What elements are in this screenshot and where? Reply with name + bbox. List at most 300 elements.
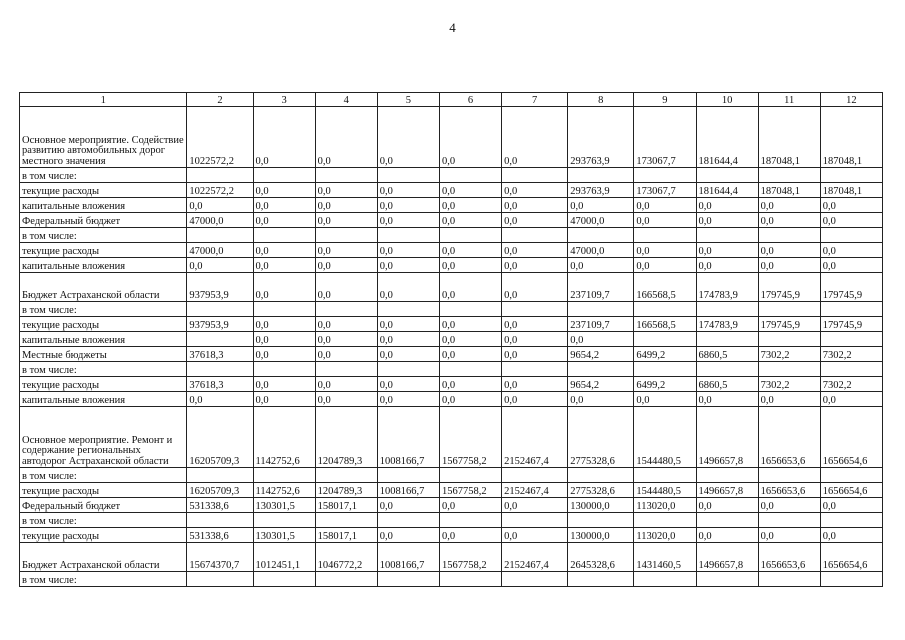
value-cell: 0,0 bbox=[439, 107, 501, 168]
value-cell: 2152467,4 bbox=[502, 543, 568, 572]
column-header: 7 bbox=[502, 93, 568, 107]
value-cell bbox=[439, 468, 501, 483]
value-cell bbox=[253, 362, 315, 377]
row-label: в том числе: bbox=[20, 468, 187, 483]
value-cell bbox=[568, 168, 634, 183]
value-cell bbox=[377, 362, 439, 377]
column-header: 12 bbox=[820, 93, 882, 107]
value-cell: 7302,2 bbox=[758, 347, 820, 362]
value-cell: 0,0 bbox=[187, 258, 253, 273]
value-cell: 187048,1 bbox=[758, 183, 820, 198]
value-cell: 7302,2 bbox=[820, 377, 882, 392]
value-cell: 0,0 bbox=[377, 258, 439, 273]
row-label: текущие расходы bbox=[20, 243, 187, 258]
value-cell bbox=[568, 228, 634, 243]
column-header: 1 bbox=[20, 93, 187, 107]
table-row bbox=[20, 228, 883, 243]
value-cell: 0,0 bbox=[377, 498, 439, 513]
value-cell bbox=[696, 332, 758, 347]
row-label: капитальные вложения bbox=[20, 198, 187, 213]
value-cell: 0,0 bbox=[253, 198, 315, 213]
value-cell: 1204789,3 bbox=[315, 483, 377, 498]
value-cell: 0,0 bbox=[758, 258, 820, 273]
value-cell: 0,0 bbox=[696, 258, 758, 273]
value-cell: 0,0 bbox=[377, 332, 439, 347]
value-cell: 0,0 bbox=[634, 392, 696, 407]
row-label: текущие расходы bbox=[20, 483, 187, 498]
value-cell: 1022572,2 bbox=[187, 107, 253, 168]
value-cell: 1567758,2 bbox=[439, 543, 501, 572]
budget-table bbox=[19, 92, 883, 587]
value-cell: 16205709,3 bbox=[187, 407, 253, 468]
value-cell: 187048,1 bbox=[820, 183, 882, 198]
value-cell: 1544480,5 bbox=[634, 407, 696, 468]
table-row bbox=[20, 273, 883, 302]
value-cell bbox=[502, 513, 568, 528]
value-cell bbox=[634, 362, 696, 377]
value-cell: 0,0 bbox=[377, 377, 439, 392]
value-cell bbox=[253, 168, 315, 183]
value-cell: 1496657,8 bbox=[696, 483, 758, 498]
table-row bbox=[20, 198, 883, 213]
value-cell: 0,0 bbox=[439, 213, 501, 228]
table-row bbox=[20, 243, 883, 258]
value-cell: 0,0 bbox=[439, 377, 501, 392]
table-row bbox=[20, 183, 883, 198]
value-cell bbox=[315, 228, 377, 243]
value-cell: 0,0 bbox=[253, 258, 315, 273]
value-cell: 0,0 bbox=[502, 213, 568, 228]
value-cell bbox=[568, 572, 634, 587]
value-cell bbox=[696, 362, 758, 377]
value-cell: 187048,1 bbox=[758, 107, 820, 168]
value-cell: 1022572,2 bbox=[187, 183, 253, 198]
value-cell: 0,0 bbox=[502, 243, 568, 258]
value-cell bbox=[634, 228, 696, 243]
value-cell: 0,0 bbox=[315, 273, 377, 302]
value-cell: 0,0 bbox=[377, 347, 439, 362]
value-cell: 0,0 bbox=[634, 243, 696, 258]
value-cell bbox=[377, 468, 439, 483]
value-cell: 0,0 bbox=[253, 332, 315, 347]
value-cell: 0,0 bbox=[820, 213, 882, 228]
value-cell: 6860,5 bbox=[696, 347, 758, 362]
row-label: в том числе: bbox=[20, 362, 187, 377]
value-cell bbox=[187, 168, 253, 183]
value-cell: 0,0 bbox=[568, 332, 634, 347]
value-cell: 1204789,3 bbox=[315, 407, 377, 468]
value-cell: 37618,3 bbox=[187, 377, 253, 392]
value-cell bbox=[696, 468, 758, 483]
row-label: в том числе: bbox=[20, 302, 187, 317]
value-cell: 0,0 bbox=[377, 107, 439, 168]
value-cell: 0,0 bbox=[502, 377, 568, 392]
value-cell: 181644,4 bbox=[696, 183, 758, 198]
value-cell: 0,0 bbox=[439, 392, 501, 407]
value-cell bbox=[315, 362, 377, 377]
value-cell bbox=[634, 513, 696, 528]
value-cell bbox=[758, 228, 820, 243]
column-header: 10 bbox=[696, 93, 758, 107]
column-header: 2 bbox=[187, 93, 253, 107]
value-cell bbox=[758, 572, 820, 587]
row-label: текущие расходы bbox=[20, 528, 187, 543]
value-cell bbox=[820, 513, 882, 528]
value-cell bbox=[253, 513, 315, 528]
value-cell: 0,0 bbox=[253, 377, 315, 392]
value-cell bbox=[634, 332, 696, 347]
table-row bbox=[20, 168, 883, 183]
value-cell: 0,0 bbox=[187, 392, 253, 407]
value-cell: 0,0 bbox=[315, 243, 377, 258]
value-cell bbox=[634, 572, 696, 587]
value-cell bbox=[187, 228, 253, 243]
value-cell: 0,0 bbox=[696, 198, 758, 213]
value-cell: 47000,0 bbox=[187, 213, 253, 228]
value-cell: 0,0 bbox=[634, 213, 696, 228]
value-cell bbox=[502, 168, 568, 183]
value-cell: 179745,9 bbox=[820, 273, 882, 302]
value-cell: 0,0 bbox=[315, 183, 377, 198]
value-cell bbox=[377, 228, 439, 243]
value-cell: 0,0 bbox=[377, 183, 439, 198]
value-cell: 6499,2 bbox=[634, 347, 696, 362]
value-cell: 0,0 bbox=[696, 243, 758, 258]
value-cell: 47000,0 bbox=[187, 243, 253, 258]
value-cell: 1656654,6 bbox=[820, 407, 882, 468]
value-cell bbox=[634, 168, 696, 183]
value-cell bbox=[696, 513, 758, 528]
value-cell: 1431460,5 bbox=[634, 543, 696, 572]
value-cell: 0,0 bbox=[439, 347, 501, 362]
value-cell: 0,0 bbox=[439, 332, 501, 347]
value-cell: 237109,7 bbox=[568, 273, 634, 302]
value-cell: 0,0 bbox=[377, 392, 439, 407]
row-label: Основное мероприятие. Ремонт и содержание региональных автодорог Астраханской области bbox=[20, 407, 187, 468]
value-cell: 130301,5 bbox=[253, 528, 315, 543]
table-body bbox=[20, 107, 883, 587]
value-cell: 0,0 bbox=[502, 392, 568, 407]
value-cell: 0,0 bbox=[820, 258, 882, 273]
value-cell: 0,0 bbox=[568, 198, 634, 213]
value-cell: 1142752,6 bbox=[253, 407, 315, 468]
value-cell: 1656654,6 bbox=[820, 543, 882, 572]
value-cell bbox=[758, 468, 820, 483]
value-cell: 2152467,4 bbox=[502, 483, 568, 498]
value-cell: 1656654,6 bbox=[820, 483, 882, 498]
value-cell bbox=[820, 468, 882, 483]
page-number: 4 bbox=[449, 20, 456, 35]
value-cell bbox=[253, 228, 315, 243]
table-row bbox=[20, 543, 883, 572]
value-cell bbox=[568, 468, 634, 483]
table-row bbox=[20, 468, 883, 483]
column-header: 4 bbox=[315, 93, 377, 107]
value-cell bbox=[187, 513, 253, 528]
value-cell: 0,0 bbox=[502, 317, 568, 332]
value-cell: 0,0 bbox=[187, 198, 253, 213]
row-label: в том числе: bbox=[20, 572, 187, 587]
value-cell: 237109,7 bbox=[568, 317, 634, 332]
value-cell: 0,0 bbox=[820, 392, 882, 407]
row-label: Федеральный бюджет bbox=[20, 213, 187, 228]
value-cell: 1656653,6 bbox=[758, 483, 820, 498]
value-cell: 1008166,7 bbox=[377, 483, 439, 498]
value-cell: 1496657,8 bbox=[696, 407, 758, 468]
value-cell bbox=[820, 332, 882, 347]
value-cell: 179745,9 bbox=[820, 317, 882, 332]
value-cell bbox=[315, 513, 377, 528]
table-row bbox=[20, 302, 883, 317]
row-label: Бюджет Астраханской области bbox=[20, 273, 187, 302]
table-row bbox=[20, 407, 883, 468]
column-header: 5 bbox=[377, 93, 439, 107]
value-cell: 113020,0 bbox=[634, 498, 696, 513]
value-cell: 0,0 bbox=[253, 213, 315, 228]
table-row bbox=[20, 377, 883, 392]
value-cell bbox=[502, 362, 568, 377]
row-label: в том числе: bbox=[20, 228, 187, 243]
value-cell bbox=[253, 572, 315, 587]
value-cell bbox=[377, 513, 439, 528]
value-cell: 37618,3 bbox=[187, 347, 253, 362]
value-cell: 937953,9 bbox=[187, 317, 253, 332]
value-cell: 0,0 bbox=[315, 347, 377, 362]
value-cell bbox=[315, 572, 377, 587]
row-label: капитальные вложения bbox=[20, 258, 187, 273]
value-cell bbox=[187, 468, 253, 483]
value-cell: 0,0 bbox=[758, 528, 820, 543]
column-header: 6 bbox=[439, 93, 501, 107]
value-cell bbox=[568, 302, 634, 317]
value-cell bbox=[820, 168, 882, 183]
value-cell bbox=[696, 168, 758, 183]
table-row bbox=[20, 528, 883, 543]
value-cell: 2645328,6 bbox=[568, 543, 634, 572]
value-cell bbox=[439, 362, 501, 377]
value-cell: 6499,2 bbox=[634, 377, 696, 392]
value-cell bbox=[696, 572, 758, 587]
value-cell: 0,0 bbox=[439, 258, 501, 273]
row-label: Местные бюджеты bbox=[20, 347, 187, 362]
value-cell bbox=[820, 302, 882, 317]
value-cell: 0,0 bbox=[315, 317, 377, 332]
value-cell: 0,0 bbox=[439, 498, 501, 513]
value-cell: 0,0 bbox=[820, 198, 882, 213]
value-cell bbox=[634, 302, 696, 317]
value-cell: 0,0 bbox=[758, 392, 820, 407]
value-cell: 0,0 bbox=[502, 198, 568, 213]
value-cell: 9654,2 bbox=[568, 377, 634, 392]
value-cell: 0,0 bbox=[758, 498, 820, 513]
value-cell: 0,0 bbox=[758, 243, 820, 258]
value-cell: 0,0 bbox=[502, 183, 568, 198]
value-cell: 0,0 bbox=[439, 243, 501, 258]
value-cell: 0,0 bbox=[315, 332, 377, 347]
value-cell: 0,0 bbox=[253, 183, 315, 198]
value-cell: 0,0 bbox=[502, 347, 568, 362]
row-label: текущие расходы bbox=[20, 317, 187, 332]
value-cell: 0,0 bbox=[758, 213, 820, 228]
value-cell bbox=[377, 168, 439, 183]
column-header: 8 bbox=[568, 93, 634, 107]
value-cell: 1008166,7 bbox=[377, 407, 439, 468]
row-label: в том числе: bbox=[20, 513, 187, 528]
value-cell: 1656653,6 bbox=[758, 543, 820, 572]
value-cell: 0,0 bbox=[696, 498, 758, 513]
value-cell: 0,0 bbox=[439, 317, 501, 332]
value-cell: 47000,0 bbox=[568, 213, 634, 228]
table-row bbox=[20, 107, 883, 168]
value-cell: 1142752,6 bbox=[253, 483, 315, 498]
value-cell: 0,0 bbox=[253, 392, 315, 407]
value-cell: 937953,9 bbox=[187, 273, 253, 302]
value-cell: 1046772,2 bbox=[315, 543, 377, 572]
row-label: текущие расходы bbox=[20, 183, 187, 198]
value-cell: 1496657,8 bbox=[696, 543, 758, 572]
value-cell: 0,0 bbox=[377, 198, 439, 213]
value-cell bbox=[253, 468, 315, 483]
value-cell: 0,0 bbox=[502, 107, 568, 168]
value-cell bbox=[439, 302, 501, 317]
value-cell bbox=[439, 168, 501, 183]
value-cell: 1008166,7 bbox=[377, 543, 439, 572]
value-cell: 531338,6 bbox=[187, 528, 253, 543]
value-cell bbox=[502, 572, 568, 587]
row-label: капитальные вложения bbox=[20, 392, 187, 407]
table-row bbox=[20, 213, 883, 228]
value-cell bbox=[758, 168, 820, 183]
value-cell bbox=[253, 302, 315, 317]
value-cell: 166568,5 bbox=[634, 273, 696, 302]
value-cell: 0,0 bbox=[502, 273, 568, 302]
value-cell: 0,0 bbox=[315, 392, 377, 407]
value-cell: 158017,1 bbox=[315, 498, 377, 513]
value-cell bbox=[820, 572, 882, 587]
value-cell: 166568,5 bbox=[634, 317, 696, 332]
value-cell bbox=[696, 228, 758, 243]
table-row bbox=[20, 332, 883, 347]
value-cell bbox=[820, 228, 882, 243]
value-cell: 187048,1 bbox=[820, 107, 882, 168]
value-cell: 1656653,6 bbox=[758, 407, 820, 468]
value-cell: 2775328,6 bbox=[568, 407, 634, 468]
value-cell bbox=[377, 302, 439, 317]
value-cell: 2775328,6 bbox=[568, 483, 634, 498]
value-cell: 0,0 bbox=[377, 317, 439, 332]
value-cell: 1544480,5 bbox=[634, 483, 696, 498]
value-cell bbox=[315, 302, 377, 317]
value-cell: 130301,5 bbox=[253, 498, 315, 513]
value-cell: 9654,2 bbox=[568, 347, 634, 362]
table-row bbox=[20, 498, 883, 513]
row-label: Федеральный бюджет bbox=[20, 498, 187, 513]
value-cell: 0,0 bbox=[315, 107, 377, 168]
value-cell: 0,0 bbox=[439, 528, 501, 543]
value-cell: 7302,2 bbox=[758, 377, 820, 392]
value-cell: 0,0 bbox=[696, 392, 758, 407]
value-cell: 0,0 bbox=[820, 498, 882, 513]
value-cell: 113020,0 bbox=[634, 528, 696, 543]
value-cell bbox=[439, 228, 501, 243]
value-cell: 0,0 bbox=[820, 243, 882, 258]
value-cell: 293763,9 bbox=[568, 183, 634, 198]
value-cell: 0,0 bbox=[502, 258, 568, 273]
table-row bbox=[20, 483, 883, 498]
column-header: 9 bbox=[634, 93, 696, 107]
value-cell: 16205709,3 bbox=[187, 483, 253, 498]
value-cell: 0,0 bbox=[502, 332, 568, 347]
value-cell: 173067,7 bbox=[634, 183, 696, 198]
value-cell: 293763,9 bbox=[568, 107, 634, 168]
value-cell: 179745,9 bbox=[758, 273, 820, 302]
value-cell: 1012451,1 bbox=[253, 543, 315, 572]
value-cell bbox=[187, 572, 253, 587]
value-cell: 0,0 bbox=[253, 273, 315, 302]
value-cell: 0,0 bbox=[315, 258, 377, 273]
table-row bbox=[20, 392, 883, 407]
value-cell bbox=[758, 332, 820, 347]
value-cell bbox=[377, 572, 439, 587]
value-cell: 173067,7 bbox=[634, 107, 696, 168]
value-cell: 1567758,2 bbox=[439, 407, 501, 468]
value-cell: 158017,1 bbox=[315, 528, 377, 543]
value-cell bbox=[696, 302, 758, 317]
value-cell: 0,0 bbox=[315, 377, 377, 392]
value-cell bbox=[315, 168, 377, 183]
value-cell: 0,0 bbox=[377, 213, 439, 228]
value-cell: 0,0 bbox=[253, 317, 315, 332]
value-cell: 2152467,4 bbox=[502, 407, 568, 468]
value-cell: 0,0 bbox=[634, 198, 696, 213]
value-cell bbox=[502, 302, 568, 317]
value-cell: 531338,6 bbox=[187, 498, 253, 513]
row-label: капитальные вложения bbox=[20, 332, 187, 347]
value-cell: 0,0 bbox=[568, 258, 634, 273]
value-cell: 0,0 bbox=[439, 198, 501, 213]
value-cell bbox=[439, 513, 501, 528]
value-cell: 0,0 bbox=[315, 198, 377, 213]
value-cell: 0,0 bbox=[696, 528, 758, 543]
value-cell bbox=[758, 362, 820, 377]
table-row bbox=[20, 347, 883, 362]
value-cell: 0,0 bbox=[502, 498, 568, 513]
row-label: текущие расходы bbox=[20, 377, 187, 392]
value-cell bbox=[820, 362, 882, 377]
value-cell bbox=[758, 302, 820, 317]
value-cell: 174783,9 bbox=[696, 317, 758, 332]
value-cell: 6860,5 bbox=[696, 377, 758, 392]
value-cell: 0,0 bbox=[377, 273, 439, 302]
value-cell bbox=[187, 332, 253, 347]
table-row bbox=[20, 258, 883, 273]
row-label: Основное мероприятие. Содействие развитию автомобильных дорог местного значения bbox=[20, 107, 187, 168]
value-cell: 0,0 bbox=[634, 258, 696, 273]
value-cell: 0,0 bbox=[502, 528, 568, 543]
value-cell: 0,0 bbox=[253, 243, 315, 258]
value-cell bbox=[502, 468, 568, 483]
value-cell: 7302,2 bbox=[820, 347, 882, 362]
header-row bbox=[20, 93, 883, 107]
value-cell bbox=[758, 513, 820, 528]
value-cell bbox=[502, 228, 568, 243]
value-cell bbox=[568, 362, 634, 377]
value-cell: 0,0 bbox=[568, 392, 634, 407]
value-cell: 0,0 bbox=[439, 273, 501, 302]
value-cell: 1567758,2 bbox=[439, 483, 501, 498]
value-cell bbox=[568, 513, 634, 528]
value-cell: 0,0 bbox=[377, 243, 439, 258]
